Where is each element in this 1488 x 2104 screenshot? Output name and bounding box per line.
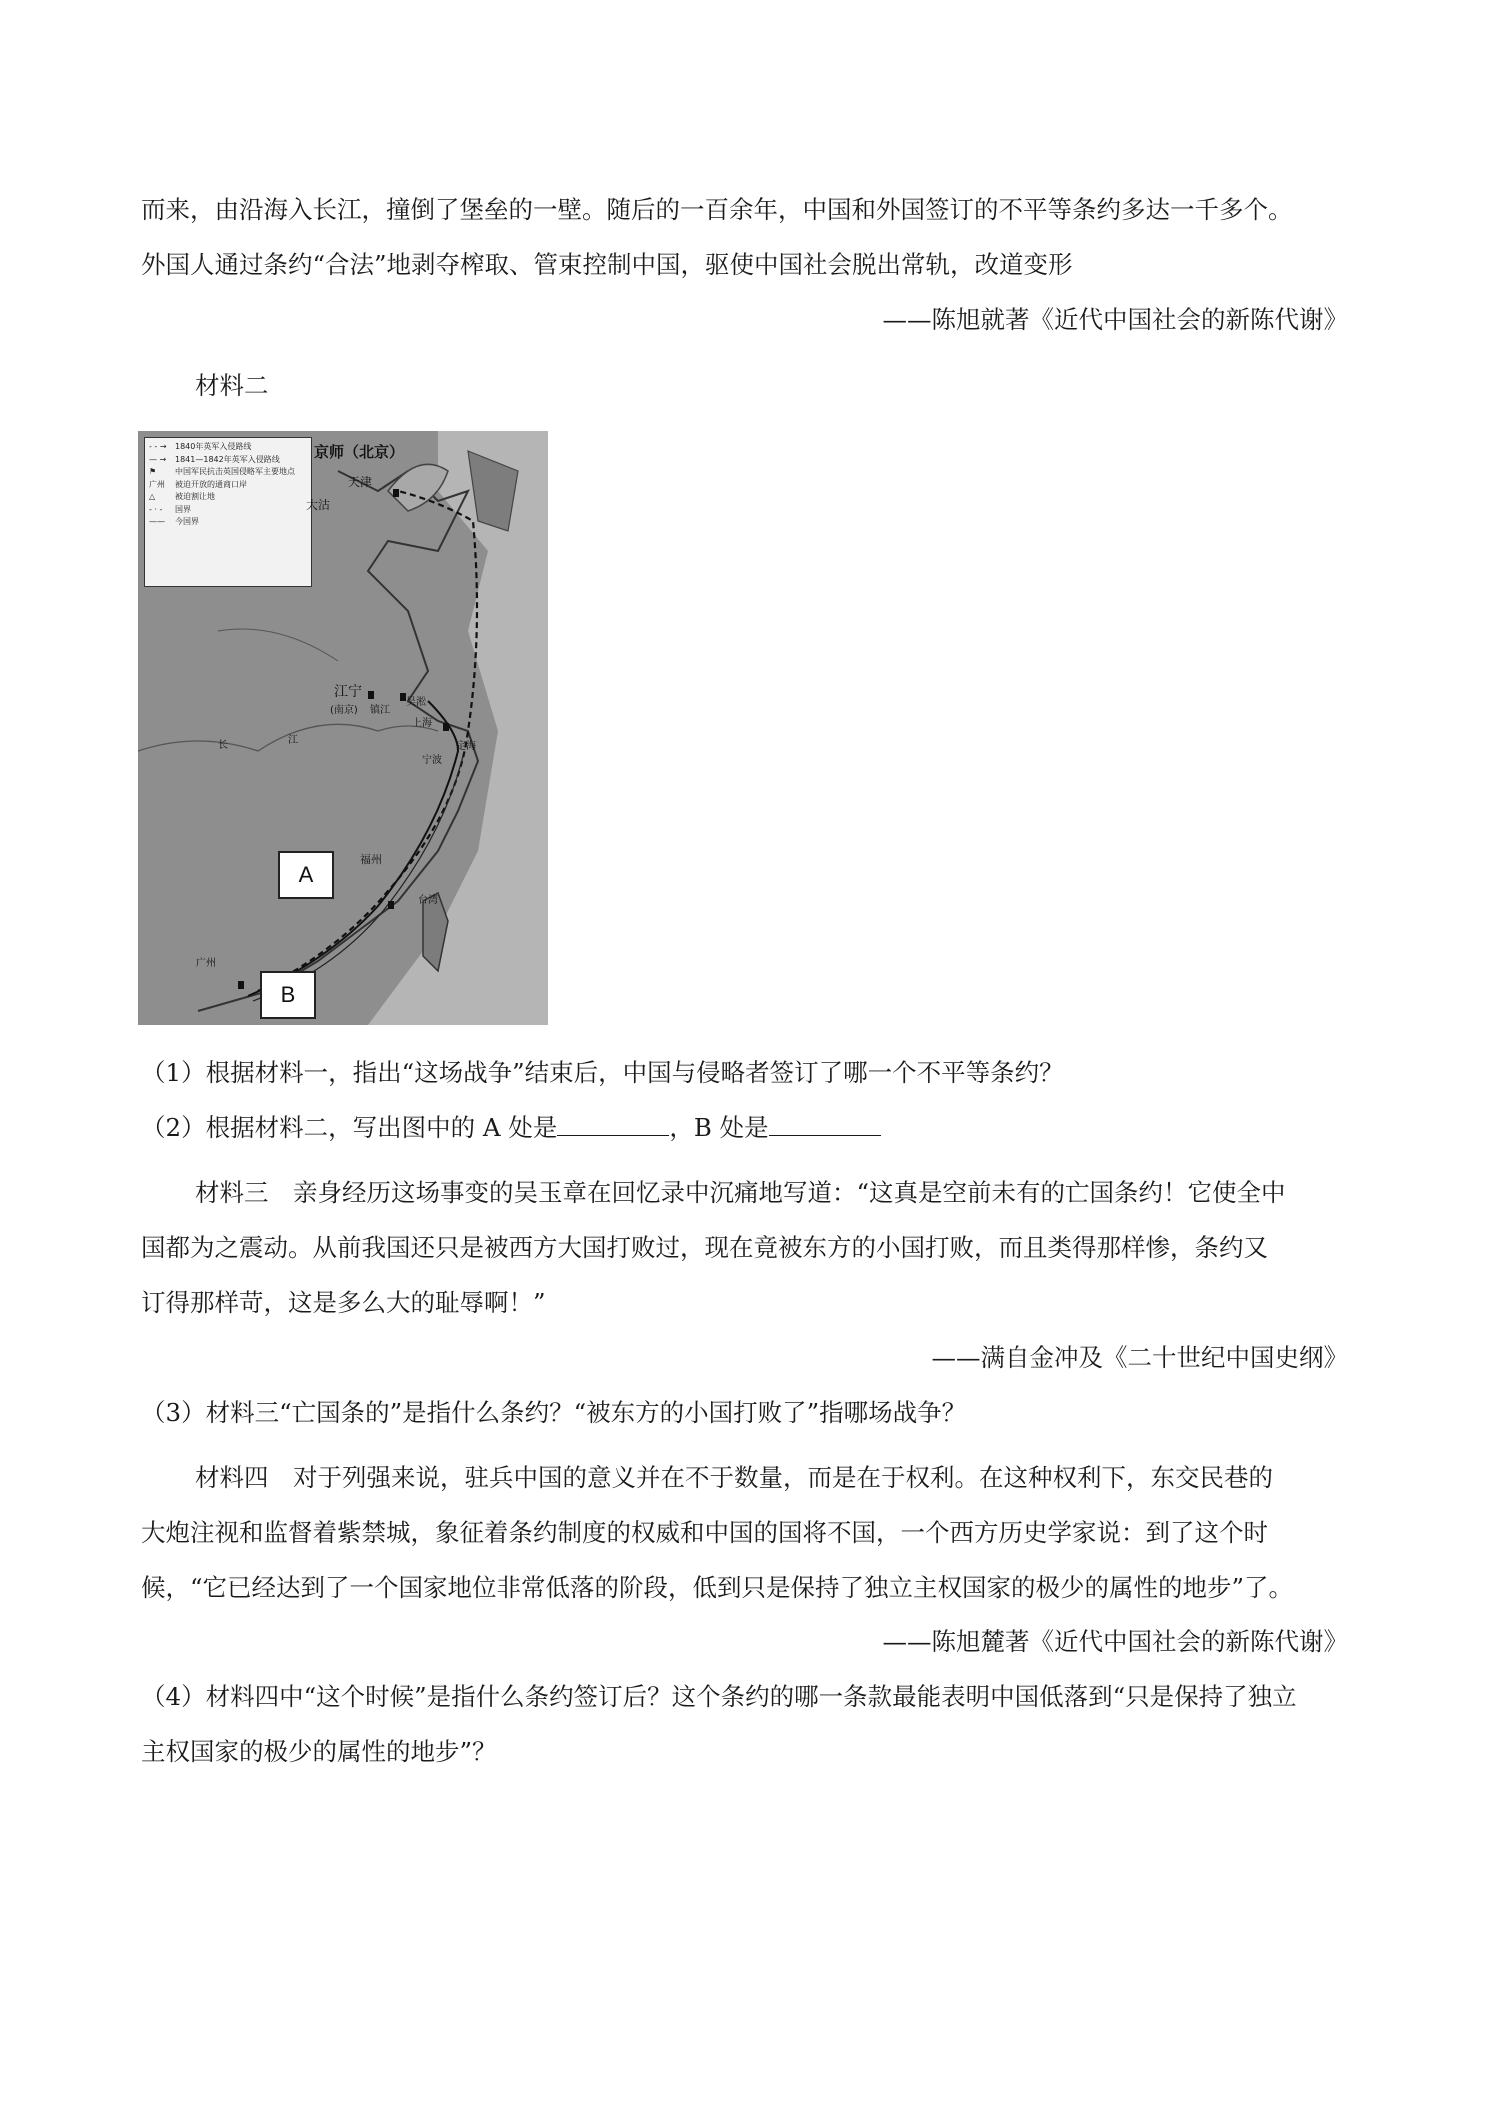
material4-line1: 材料四 对于列强来说，驻兵中国的意义并在不于数量，而是在于权利。在这种权利下，东交民巷的 bbox=[195, 1463, 1273, 1492]
map-label-zhenjiang: 镇江 bbox=[370, 705, 390, 716]
question-1: （1）根据材料一，指出“这场战争”结束后，中国与侵略者签订了哪一个不平等条约？ bbox=[141, 1058, 1064, 1087]
material1-line2: 外国人通过条约“合法”地剥夺榨取、管束控制中国，驱使中国社会脱出常轨，改道变形 bbox=[141, 250, 1073, 279]
material3-source: ——满自金冲及《二十世纪中国史纲》 bbox=[931, 1343, 1348, 1372]
map-label-wusong: 吴淞 bbox=[406, 697, 426, 708]
map-label-shanghai: 上海 bbox=[412, 718, 432, 729]
legend-item: - - → 1840年英军入侵路线 bbox=[149, 442, 252, 451]
map-label-dinghai: 定海 bbox=[456, 741, 476, 752]
legend-item: — → 1841—1842年英军入侵路线 bbox=[149, 454, 280, 464]
map-label-river2: 长 bbox=[218, 740, 228, 751]
material1-source: ——陈旭就著《近代中国社会的新陈代谢》 bbox=[882, 305, 1348, 334]
material3-line1: 材料三 亲身经历这场事变的吴玉章在回忆录中沉痛地写道：“这真是空前未有的亡国条约！它使全中 bbox=[195, 1178, 1286, 1207]
question-4-line1: （4）材料四中“这个时候”是指什么条约签订后？这个条约的哪一条款最能表明中国低落到“只是保持了独立 bbox=[141, 1682, 1297, 1711]
map-label-capital: 京师（北京） bbox=[314, 443, 405, 461]
question-2: （2）根据材料二，写出图中的 A 处是 ，B 处是 bbox=[141, 1111, 881, 1145]
legend-item: - · - 国界 bbox=[149, 504, 191, 514]
question-4-line2: 主权国家的极少的属性的地步”？ bbox=[141, 1737, 497, 1766]
material2-label: 材料二 bbox=[195, 371, 269, 400]
callout-b: B bbox=[260, 971, 316, 1019]
legend-item: —— 今国界 bbox=[149, 517, 199, 526]
callout-a: A bbox=[278, 851, 334, 899]
map-label-tianjin: 天津 bbox=[348, 475, 373, 489]
material4-line3: 候，“它已经达到了一个国家地位非常低落的阶段，低到只是保持了独立主权国家的极少的属性的地步”了。 bbox=[141, 1573, 1294, 1602]
material3-line2: 国都为之震动。从前我国还只是被西方大国打败过，现在竟被东方的小国打败，而且类得那样惨，条约又 bbox=[141, 1233, 1268, 1262]
question-3: （3）材料三“亡国条的”是指什么条约？“被东方的小国打败了”指哪场战争？ bbox=[141, 1398, 967, 1427]
map-label-nanjing: (南京) bbox=[330, 705, 358, 716]
map-label-dagu: 大沽 bbox=[306, 498, 331, 512]
material4-line2: 大炮注视和监督着紫禁城，象征着条约制度的权威和中国的国将不国，一个西方历史学家说：到了这个时 bbox=[141, 1518, 1268, 1547]
map-legend bbox=[144, 437, 312, 587]
map-label-river: 江 bbox=[288, 735, 298, 746]
legend-item: ⚑ 中国军民抗击英国侵略军主要地点 bbox=[149, 467, 295, 476]
legend-item: 广州 被迫开放的通商口岸 bbox=[149, 479, 247, 489]
map-label-guangzhou: 广州 bbox=[196, 958, 216, 969]
answer-blank-a bbox=[557, 1113, 669, 1136]
map-label-ningbo: 宁波 bbox=[422, 755, 442, 766]
answer-blank-b bbox=[769, 1113, 881, 1136]
material1-line1: 而来，由沿海入长江，撞倒了堡垒的一壁。随后的一百余年，中国和外国签订的不平等条约多达一千多个。 bbox=[141, 195, 1293, 224]
material4-source: ——陈旭麓著《近代中国社会的新陈代谢》 bbox=[882, 1627, 1348, 1656]
opium-war-map bbox=[138, 431, 548, 1025]
map-label-taiwan: 台湾 bbox=[418, 895, 438, 906]
legend-item: △ 被迫割让地 bbox=[149, 492, 215, 501]
material3-line3: 订得那样苛，这是多么大的耻辱啊！” bbox=[141, 1288, 546, 1317]
map-label-jiangning: 江宁 bbox=[334, 684, 362, 700]
map-label-fuzhou: 福州 bbox=[360, 853, 382, 866]
